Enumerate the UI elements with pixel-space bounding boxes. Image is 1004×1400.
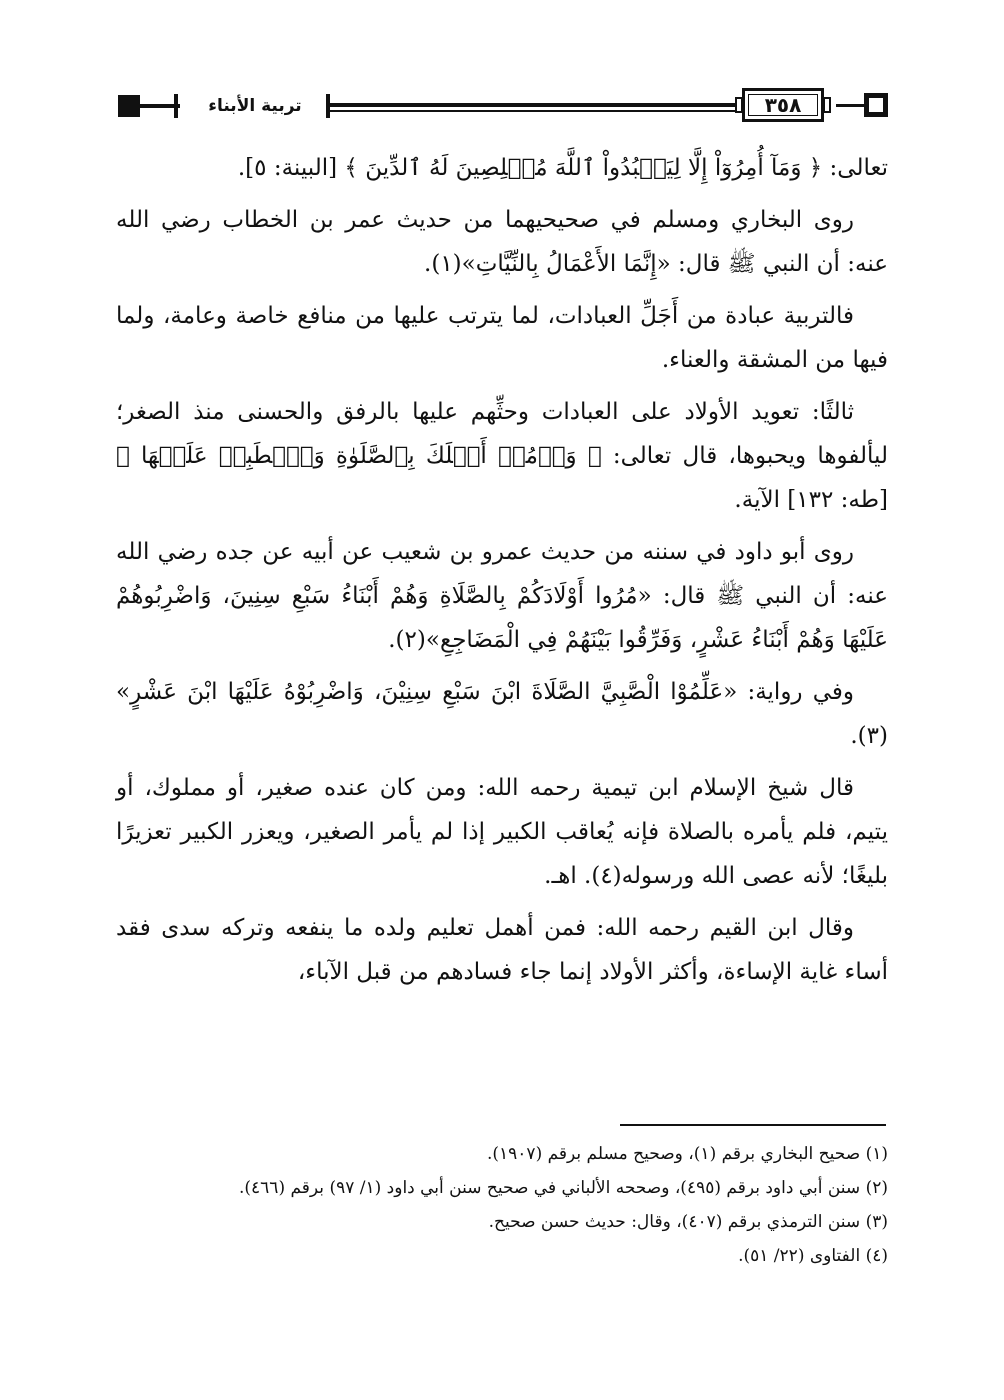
page-number: ٣٥٨ [742, 88, 824, 122]
paragraph-riwaya: وفي رواية: «عَلِّمُوْا الْصَّبِيَّ الصَّلَاةَ ابْنَ سَبْعِ سِنِيْنَ، وَاضْرِبُوْهُ عَلَيْهَا ابْنَ عَشْرٍ» (٣). [116, 679, 888, 749]
header-left-square-ornament [118, 95, 140, 117]
footnote-1: (١) صحيح البخاري برقم (١)، وصحيح مسلم برقم (١٩٠٧). [486, 1144, 888, 1164]
book-title: تربية الأبناء [208, 96, 302, 116]
paragraph-thalithan: ثالثًا: تعويد الأولاد على العبادات وحثِّهم عليها بالرفق والحسنى منذ الصغر؛ ليألفوها ويحبوها، قال تعالى: ﴿ وَأۡمُرۡ أَهۡلَكَ بِٱلصَّلَوٰةِ وَٱصۡطَبِرۡ عَلَيۡهَا ﴾ [طه: ١٣٢] الآية. [116, 399, 888, 513]
footnotes [116, 1138, 888, 1274]
footnote-3: (٣) سنن الترمذي برقم (٤٠٧)، وقال: حديث حسن صحيح. [488, 1212, 888, 1232]
paragraph-bukhari-hadith: روى البخاري ومسلم في صحيحيهما من حديث عمر بن الخطاب رضي الله عنه: أن النبي ﷺ قال: «إِنَّمَا الأَعْمَالُ بِالنِّيَّاتِ»(١). [116, 207, 888, 277]
paragraph-ibn-qayyim: وقال ابن القيم رحمه الله: فمن أهمل تعليم ولده ما ينفعه وتركه سدى فقد أساء غاية الإساءة، وأكثر الأولاد إنما جاء فسادهم من قبل الآباء، [116, 915, 888, 985]
paragraph-abu-dawud-hadith: روى أبو داود في سننه من حديث عمرو بن شعيب عن أبيه عن جده رضي الله عنه: أن النبي ﷺ قال: «مُرُوا أَوْلَادَكُمْ بِالصَّلَاةِ وَهُمْ أَبْنَاءُ سَبْعِ سِنِينَ، وَاضْرِبُوهُمْ عَلَيْهَا وَهُمْ أَبْنَاءُ عَشْرٍ، وَفَرِّقُوا بَيْنَهُمْ فِي الْمَضَاجِعِ»(٢). [116, 539, 888, 653]
header-rule-thick [330, 103, 742, 107]
header-left-tick-ornament [174, 94, 178, 118]
footnote-4: (٤) الفتاوى (٢٢/ ٥١). [738, 1246, 888, 1266]
main-text [116, 146, 888, 1002]
paragraph-quran-verse: تعالى: ﴿ وَمَآ أُمِرُوٓاْ إِلَّا لِيَعۡبُدُواْ ٱللَّهَ مُخۡلِصِينَ لَهُ ٱلدِّينَ ﴾ [البينة: ٥]. [237, 155, 888, 181]
header-right-line-ornament [836, 104, 864, 107]
paragraph-ibn-taymiyya: قال شيخ الإسلام ابن تيمية رحمه الله: ومن كان عنده صغير، أو مملوك، أو يتيم، فلم يأمره بالصلاة فإنه يُعاقب الكبير إذا لم يأمر الصغير، ويعزر الكبير تعزيرًا بليغًا؛ لأنه عصى الله ورسوله(٤). اهـ. [116, 775, 888, 889]
paragraph-tarbiya-ibada: فالتربية عبادة من أَجَلِّ العبادات، لما يترتب عليها من منافع خاصة وعامة، ولما فيها من المشقة والعناء. [116, 303, 888, 373]
header-right-square-ornament [864, 93, 888, 117]
page-header [118, 86, 888, 126]
footnote-separator [620, 1124, 886, 1126]
footnote-2: (٢) سنن أبي داود برقم (٤٩٥)، وصححه الألباني في صحيح سنن أبي داود (١/ ٩٧) برقم (٤٦٦). [239, 1178, 888, 1198]
header-rule-thin [330, 110, 742, 112]
